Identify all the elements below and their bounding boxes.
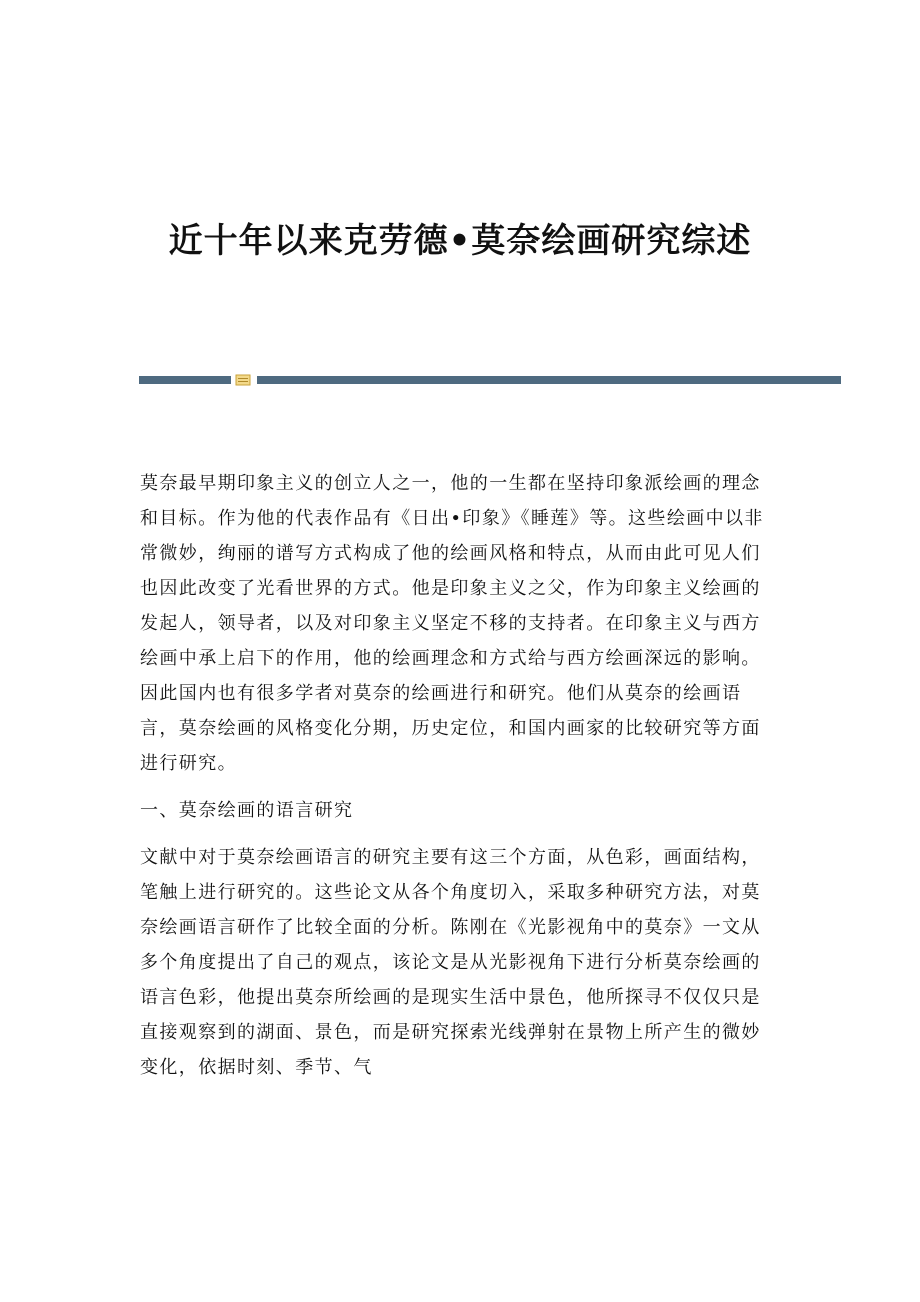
intro-paragraph: 莫奈最早期印象主义的创立人之一，他的一生都在坚持印象派绘画的理念和目标。作为他的代表作品有《日出•印象》《睡莲》等。这些绘画中以非常微妙，绚丽的谱写方式构成了他的绘画风格和特点，从而由此可见人们也因此改变了光看世界的方式。他是印象主义之父，作为印象主义绘画的发起人，领导者，以及对印象主义坚定不移的支持者。在印象主义与西方绘画中承上启下的作用，他的绘画理念和方式给与西方绘画深远的影响。因此国内也有很多学者对莫奈的绘画进行和研究。他们从莫奈的绘画语言，莫奈绘画的风格变化分期，历史定位，和国内画家的比较研究等方面进行研究。 bbox=[140, 473, 764, 774]
section-paragraph: 文献中对于莫奈绘画语言的研究主要有这三个方面，从色彩，画面结构，笔触上进行研究的。这些论文从各个角度切入，采取多种研究方法，对莫奈绘画语言研作了比较全面的分析。陈刚在《光影视角中的莫奈》一文从多个角度提出了自己的观点，该论文是从光影视角下进行分析莫奈绘画的语言色彩，他提出莫奈所绘画的是现实生活中景色，他所探寻不仅仅只是直接观察到的湖面、景色，而是研究探索光线弹射在景物上所产生的微妙变化，依据时刻、季节、气 bbox=[140, 847, 761, 1078]
divider-bar-right bbox=[257, 376, 841, 384]
title-divider bbox=[139, 374, 841, 384]
document-title: 近十年以来克劳德•莫奈绘画研究综述 bbox=[168, 221, 752, 261]
divider-bar-left bbox=[139, 376, 231, 384]
document-body bbox=[140, 466, 772, 1085]
divider-ornament-icon bbox=[235, 374, 251, 386]
section-heading: 一、莫奈绘画的语言研究 bbox=[140, 800, 354, 821]
